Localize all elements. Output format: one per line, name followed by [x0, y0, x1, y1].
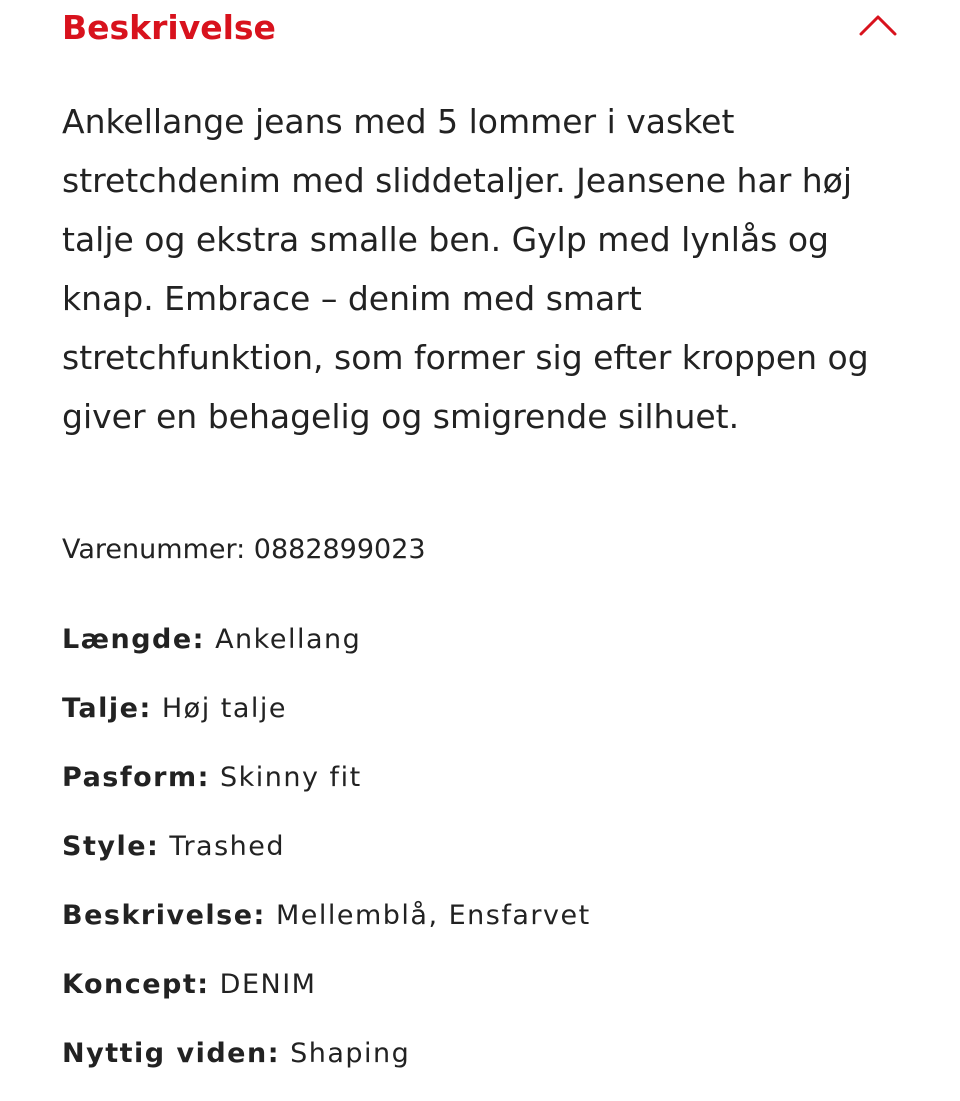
attribute-value: DENIM	[219, 969, 317, 1000]
attribute-label: Style:	[62, 831, 160, 862]
attribute-value: Høj talje	[161, 693, 288, 724]
attribute-concept	[62, 963, 902, 1032]
attribute-label: Nyttig viden:	[62, 1038, 281, 1069]
section-title: Beskrivelse	[62, 8, 276, 47]
attribute-label: Talje:	[62, 693, 152, 724]
attribute-value: Mellemblå, Ensfarvet	[275, 900, 591, 931]
article-number: Varenummer: 0882899023	[62, 534, 426, 565]
attribute-value: Shaping	[290, 1038, 411, 1069]
description-accordion-header[interactable]	[62, 0, 898, 56]
attribute-value: Ankellang	[215, 624, 362, 655]
attribute-description	[62, 894, 902, 963]
attribute-label: Længde:	[62, 624, 205, 655]
product-description-text: Ankellange jeans med 5 lommer i vasket stretchdenim med sliddetaljer. Jeansene har høj talje og ekstra smalle ben. Gylp med lynlås og knap. Embrace – denim med smart stretchfunktion, som former sig efter kroppen og giver en behagelig og smigrende silhuet.	[62, 102, 869, 436]
attribute-label: Beskrivelse:	[62, 900, 266, 931]
attribute-value: Skinny fit	[220, 762, 362, 793]
attribute-waist	[62, 687, 902, 756]
attribute-length	[62, 618, 902, 687]
attribute-label: Koncept:	[62, 969, 210, 1000]
attribute-useful-info	[62, 1032, 902, 1101]
chevron-up-icon[interactable]	[858, 12, 898, 38]
product-attributes-list	[62, 618, 902, 1101]
attribute-label: Pasform:	[62, 762, 210, 793]
attribute-value: Trashed	[169, 831, 286, 862]
attribute-style	[62, 825, 902, 894]
attribute-fit	[62, 756, 902, 825]
